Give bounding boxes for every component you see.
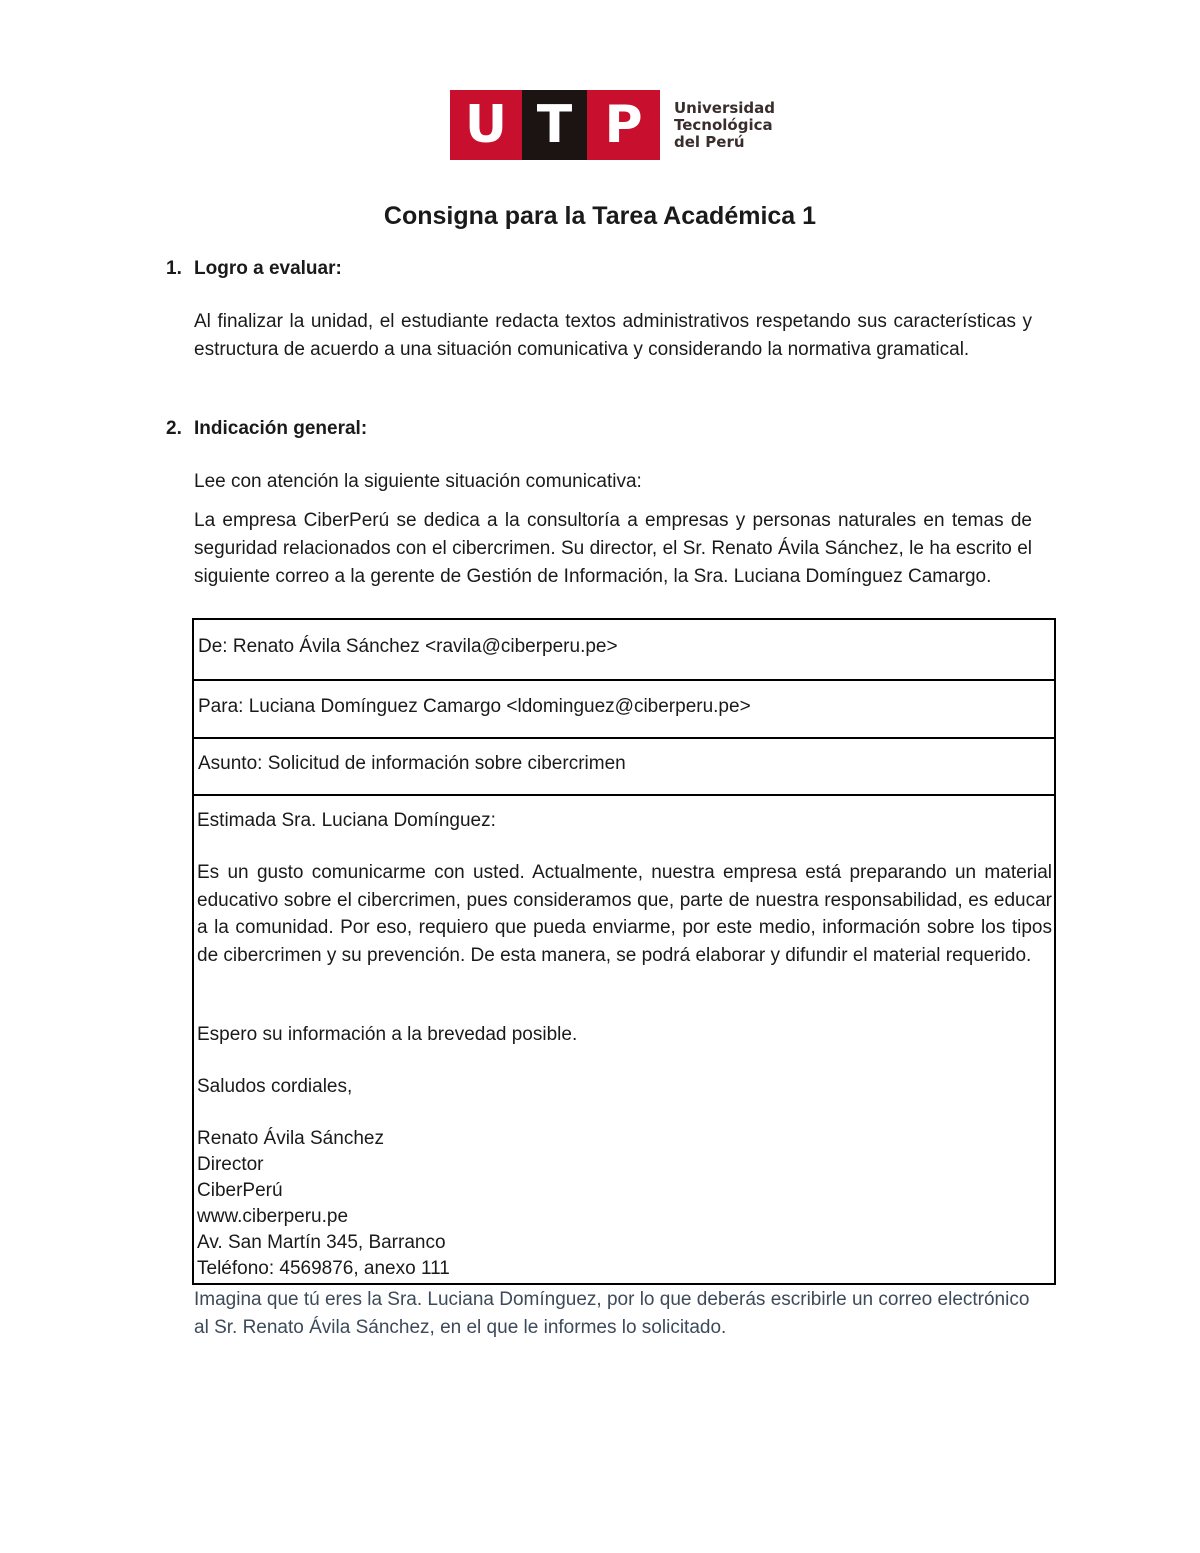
signature-name: Renato Ávila Sánchez	[197, 1128, 384, 1149]
university-name	[674, 100, 775, 151]
signature-role: Director	[197, 1154, 264, 1175]
signature-company: CiberPerú	[197, 1180, 283, 1201]
university-name-line: del Perú	[674, 132, 745, 151]
email-from-row	[194, 620, 1054, 681]
section-heading-text: Logro a evaluar:	[194, 258, 342, 279]
email-subject: Asunto: Solicitud de información sobre cibercrimen	[198, 753, 626, 774]
page-title: Consigna para la Tarea Académica 1	[383, 202, 817, 230]
situation-text: La empresa CiberPerú se dedica a la consultoría a empresas y personas naturales en temas de seguridad relacionados con el cibercrimen. Su director, el Sr. Renato Ávila Sánchez, le ha escrito el siguiente correo a la gerente de Gestión de Información, la Sra. Luciana Domínguez Camargo.	[194, 510, 1032, 587]
section-number: 1.	[166, 258, 182, 279]
logo-letter-u: U	[450, 90, 522, 160]
email-body	[194, 796, 1054, 1283]
university-name-line: Tecnológica	[674, 115, 773, 134]
utp-logo-mark	[450, 90, 660, 160]
email-to: Para: Luciana Domínguez Camargo <ldominguez@ciberperu.pe>	[198, 696, 751, 717]
email-paragraph: Espero su información a la brevedad posible.	[197, 1024, 578, 1045]
email-paragraph: Es un gusto comunicarme con usted. Actualmente, nuestra empresa está preparando un material educativo sobre el cibercrimen, pues consideramos que, parte de nuestra responsabilidad, es educar a la comunidad. Por eso, requiero que pueda enviarme, por este medio, información sobre los tipos de cibercrimen y su prevención. De esta manera, se podrá elaborar y difundir el material requerido.	[197, 862, 1052, 966]
email-closing: Saludos cordiales,	[197, 1076, 353, 1097]
learning-outcome-text: Al finalizar la unidad, el estudiante redacta textos administrativos respetando sus características y estructura de acuerdo a una situación comunicativa y considerando la normativa gramatical.	[194, 311, 1032, 360]
email-to-row	[194, 681, 1054, 739]
section-heading-text: Indicación general:	[194, 418, 368, 439]
signature-address: Av. San Martín 345, Barranco	[197, 1232, 446, 1253]
section-number: 2.	[166, 418, 182, 439]
email-table	[192, 618, 1056, 1285]
section-2-heading	[166, 418, 367, 440]
signature-web: www.ciberperu.pe	[197, 1206, 349, 1227]
section-1-heading	[166, 258, 342, 280]
utp-logo	[450, 90, 775, 160]
situation-intro: Lee con atención la siguiente situación comunicativa:	[194, 471, 642, 492]
logo-letter-p: P	[587, 90, 660, 160]
email-from: De: Renato Ávila Sánchez <ravila@ciberperu.pe>	[198, 636, 618, 657]
task-instruction: Imagina que tú eres la Sra. Luciana Domínguez, por lo que deberás escribirle un correo electrónico al Sr. Renato Ávila Sánchez, en el que le informes lo solicitado.	[194, 1289, 1030, 1338]
email-subject-row	[194, 739, 1054, 796]
university-name-line: Universidad	[674, 98, 776, 117]
signature-phone: Teléfono: 4569876, anexo 111	[197, 1258, 450, 1279]
logo-letter-t: T	[522, 90, 587, 160]
email-greeting: Estimada Sra. Luciana Domínguez:	[197, 810, 496, 831]
email-signature	[197, 1126, 450, 1282]
